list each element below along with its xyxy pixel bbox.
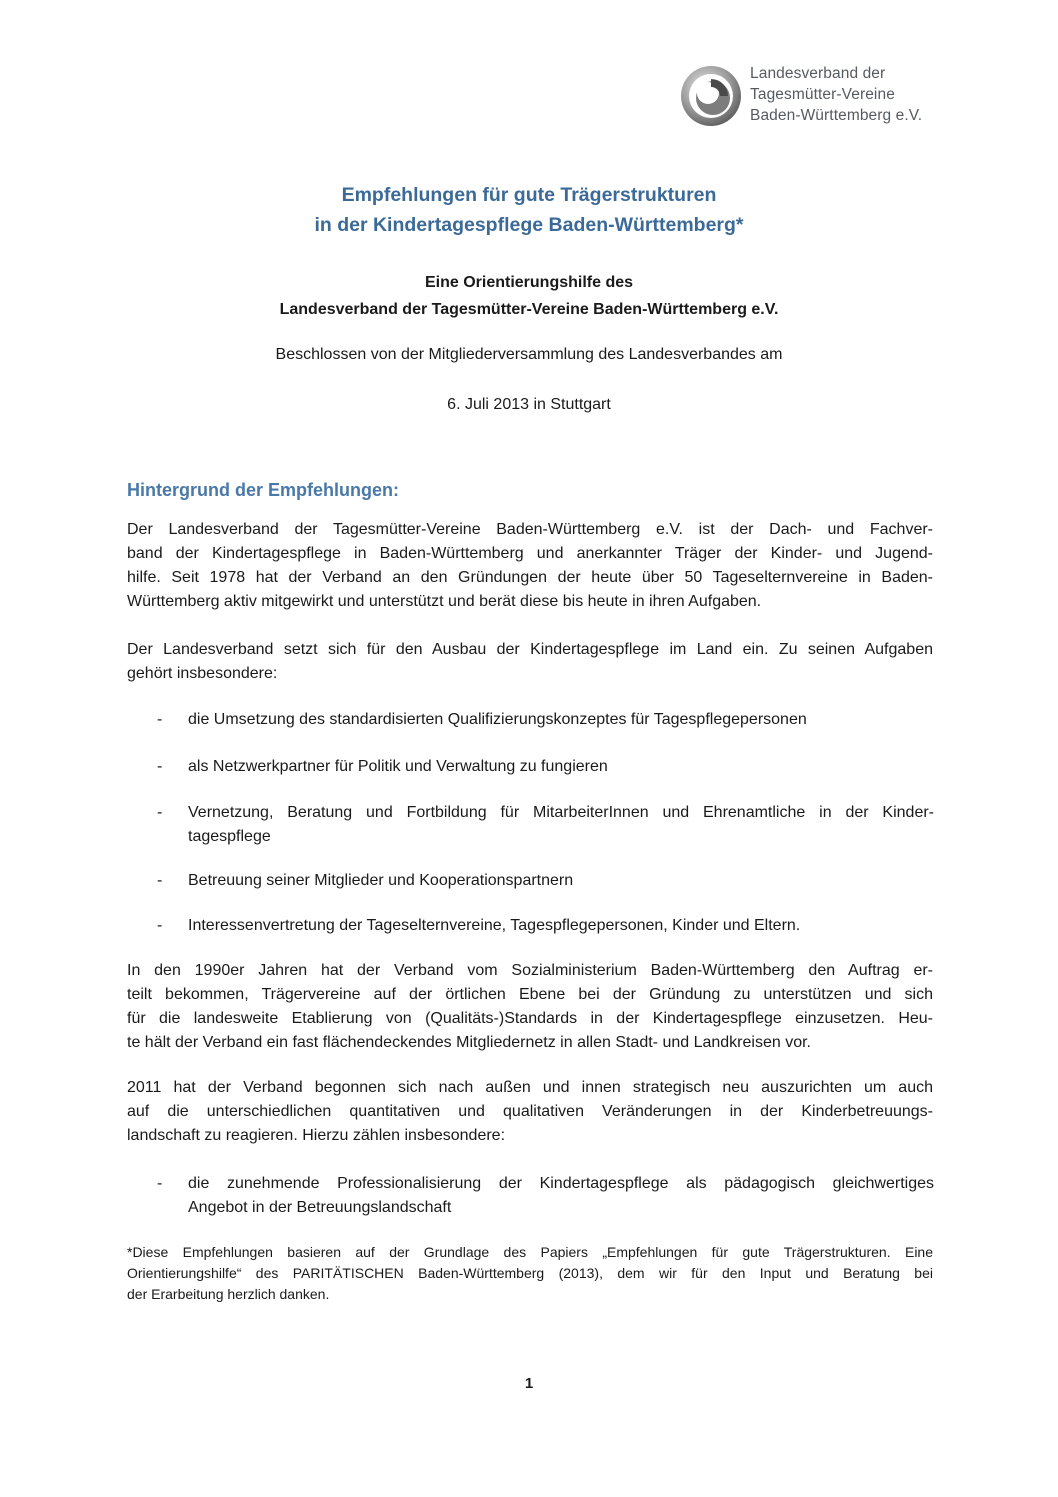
list-item-text: Interessenvertretung der Tageselternvereine, Tagespflegepersonen, Kinder und Eltern. <box>188 917 801 934</box>
subtitle-line: Eine Orientierungshilfe des <box>424 274 634 291</box>
title-line: in der Kindertagespflege Baden-Württemberg* <box>314 214 744 236</box>
list-item-text: Vernetzung, Beratung und Fortbildung für MitarbeiterInnen und Ehrenamtliche in der Kinder- <box>188 804 934 821</box>
logo-line: Baden-Württemberg e.V. <box>750 107 923 124</box>
paragraph-strategy <box>127 1076 933 1148</box>
paragraph-line: In den 1990er Jahren hat der Verband vom Sozialministerium Baden-Württemberg den Auftrag er- <box>127 962 933 979</box>
page-number: 1 <box>524 1375 534 1392</box>
paragraph-tasks-intro <box>127 638 933 686</box>
resolution-text: Beschlossen von der Mitgliederversammlung des Landesverbandes am <box>275 346 783 363</box>
document-title <box>0 180 1058 240</box>
paragraph-line: auf die unterschiedlichen quantitativen und qualitativen Veränderungen in der Kinderbetreuungs- <box>127 1103 933 1120</box>
subtitle-line: Landesverband der Tagesmütter-Vereine Baden-Württemberg e.V. <box>279 301 779 318</box>
logo-text <box>750 63 922 126</box>
list-item-text: Betreuung seiner Mitglieder und Kooperationspartnern <box>188 872 574 889</box>
paragraph-line: Der Landesverband der Tagesmütter-Vereine Baden-Württemberg e.V. ist der Dach- und Fachver- <box>127 521 933 538</box>
bullet-dash: - <box>157 758 163 775</box>
document-subtitle <box>0 269 1058 323</box>
paragraph-line: Der Landesverband setzt sich für den Ausbau der Kindertagespflege im Land ein. Zu seinen Aufgaben <box>127 641 933 658</box>
section-heading: Hintergrund der Empfehlungen: <box>127 480 399 500</box>
bullet-dash: - <box>157 1175 163 1192</box>
organization-logo <box>680 63 922 127</box>
paragraph-line: te hält der Verband ein fast flächendeckendes Mitgliedernetz in allen Stadt- und Landkreisen vor. <box>127 1034 811 1051</box>
list-item-text: die zunehmende Professionalisierung der Kindertagespflege als pädagogisch gleichwertiges <box>188 1175 934 1192</box>
paragraph-line: teilt bekommen, Trägervereine auf der örtlichen Ebene bei der Gründung zu unterstützen und sich <box>127 986 933 1003</box>
list-item-text: Angebot in der Betreuungslandschaft <box>188 1199 452 1216</box>
list-item-text: die Umsetzung des standardisierten Qualifizierungskonzeptes für Tagespflegepersonen <box>188 711 807 728</box>
bullet-dash: - <box>157 872 163 889</box>
paragraph-line: Württemberg aktiv mitgewirkt und unterstützt und berät diese bis heute in ihren Aufgaben. <box>127 593 762 610</box>
paragraph-line: gehört insbesondere: <box>127 665 278 682</box>
paragraph-history <box>127 959 933 1055</box>
paragraph-background <box>127 518 933 614</box>
list-item-text: tagespflege <box>188 828 271 845</box>
paragraph-line: landschaft zu reagieren. Hierzu zählen insbesondere: <box>127 1127 506 1144</box>
title-line: Empfehlungen für gute Trägerstrukturen <box>341 184 717 206</box>
bullet-dash: - <box>157 711 163 728</box>
footnote-line: Orientierungshilfe“ des PARITÄTISCHEN Baden-Württemberg (2013), dem wir für den Input und Beratung bei <box>127 1265 933 1281</box>
footnote <box>127 1242 933 1305</box>
list-item-text: als Netzwerkpartner für Politik und Verwaltung zu fungieren <box>188 758 608 775</box>
paragraph-line: band der Kindertagespflege in Baden-Württemberg und anerkannter Träger der Kinder- und Jugend- <box>127 545 933 562</box>
logo-line: Tagesmütter-Vereine <box>750 86 895 103</box>
logo-line: Landesverband der <box>750 65 886 82</box>
paragraph-line: hilfe. Seit 1978 hat der Verband an den Gründungen der heute über 50 Tageselternvereine in Baden- <box>127 569 933 586</box>
bullet-dash: - <box>157 917 163 934</box>
logo-circle-icon <box>680 65 742 127</box>
bullet-dash: - <box>157 804 163 821</box>
date-place-text: 6. Juli 2013 in Stuttgart <box>447 396 611 413</box>
footnote-line: der Erarbeitung herzlich danken. <box>127 1286 330 1302</box>
paragraph-line: 2011 hat der Verband begonnen sich nach außen und innen strategisch neu auszurichten um auch <box>127 1079 933 1096</box>
footnote-line: *Diese Empfehlungen basieren auf der Grundlage des Papiers „Empfehlungen für gute Trägerstrukturen. Eine <box>127 1244 933 1260</box>
paragraph-line: für die landesweite Etablierung von (Qualitäts-)Standards in der Kindertagespflege einzusetzen. Heu- <box>127 1010 933 1027</box>
